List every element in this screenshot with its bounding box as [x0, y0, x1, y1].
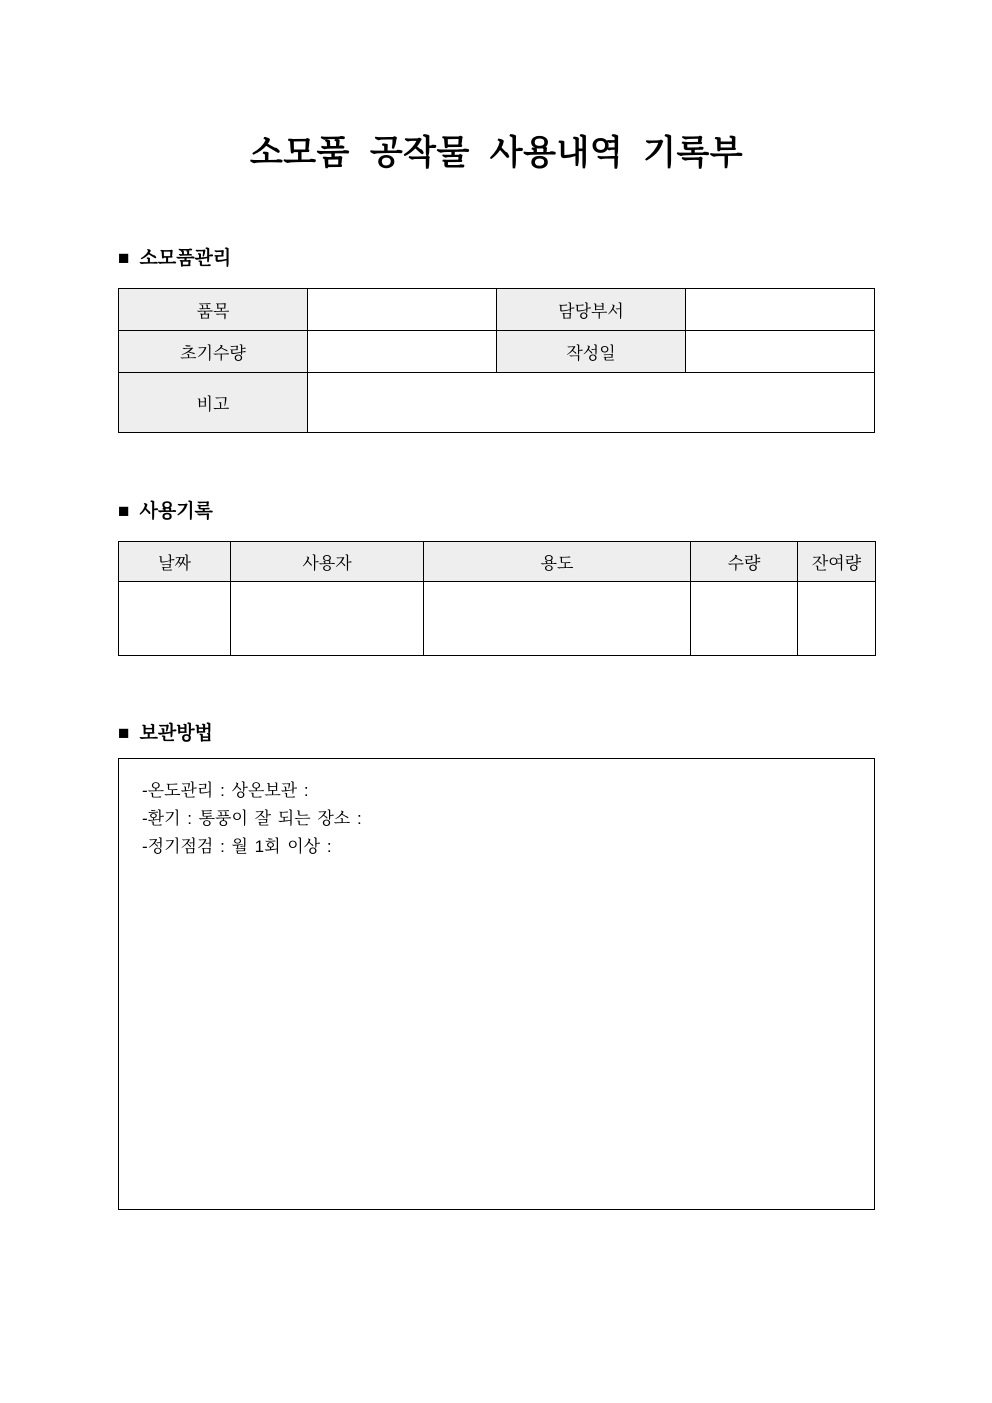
usage-col-purpose: 용도 [424, 542, 691, 582]
table-row [119, 373, 875, 433]
table-header-row [119, 542, 876, 582]
storage-line-ventilation: -환기 : 통풍이 잘 되는 장소 : [142, 809, 362, 828]
usage-record-table [118, 541, 876, 656]
storage-method-box[interactable] [118, 758, 875, 1210]
table-row [119, 331, 875, 373]
document-content [0, 132, 992, 1210]
item-value-cell[interactable] [308, 289, 497, 331]
remarks-label-cell: 비고 [119, 373, 308, 433]
section-heading-consumables [118, 248, 875, 270]
item-label-cell: 품목 [119, 289, 308, 331]
written-date-label-cell: 작성일 [497, 331, 686, 373]
usage-quantity-cell[interactable] [691, 582, 798, 656]
written-date-value-cell[interactable] [686, 331, 875, 373]
remarks-value-cell[interactable] [308, 373, 875, 433]
section-title-usage: 사용기록 [139, 501, 213, 522]
document-title: 소모품 공작물 사용내역 기록부 [249, 134, 744, 172]
usage-col-quantity: 수량 [691, 542, 798, 582]
usage-remaining-cell[interactable] [798, 582, 876, 656]
usage-purpose-cell[interactable] [424, 582, 691, 656]
initial-quantity-value-cell[interactable] [308, 331, 497, 373]
table-row [119, 582, 876, 656]
usage-col-remaining: 잔여량 [798, 542, 876, 582]
square-bullet-icon: ■ [118, 248, 130, 269]
table-row [119, 289, 875, 331]
square-bullet-icon: ■ [118, 723, 130, 744]
initial-quantity-label-cell: 초기수량 [119, 331, 308, 373]
department-label-cell: 담당부서 [497, 289, 686, 331]
section-title-consumables: 소모품관리 [139, 248, 232, 269]
storage-line-temperature: -온도관리 : 상온보관 : [142, 781, 309, 800]
section-title-storage: 보관방법 [139, 723, 213, 744]
usage-col-user: 사용자 [231, 542, 424, 582]
department-value-cell[interactable] [686, 289, 875, 331]
usage-col-date: 날짜 [119, 542, 231, 582]
section-heading-storage [118, 723, 875, 745]
section-heading-usage [118, 501, 875, 523]
square-bullet-icon: ■ [118, 501, 130, 522]
usage-user-cell[interactable] [231, 582, 424, 656]
storage-line-inspection: -정기점검 : 월 1회 이상 : [142, 837, 332, 856]
consumables-info-table [118, 288, 875, 433]
usage-date-cell[interactable] [119, 582, 231, 656]
